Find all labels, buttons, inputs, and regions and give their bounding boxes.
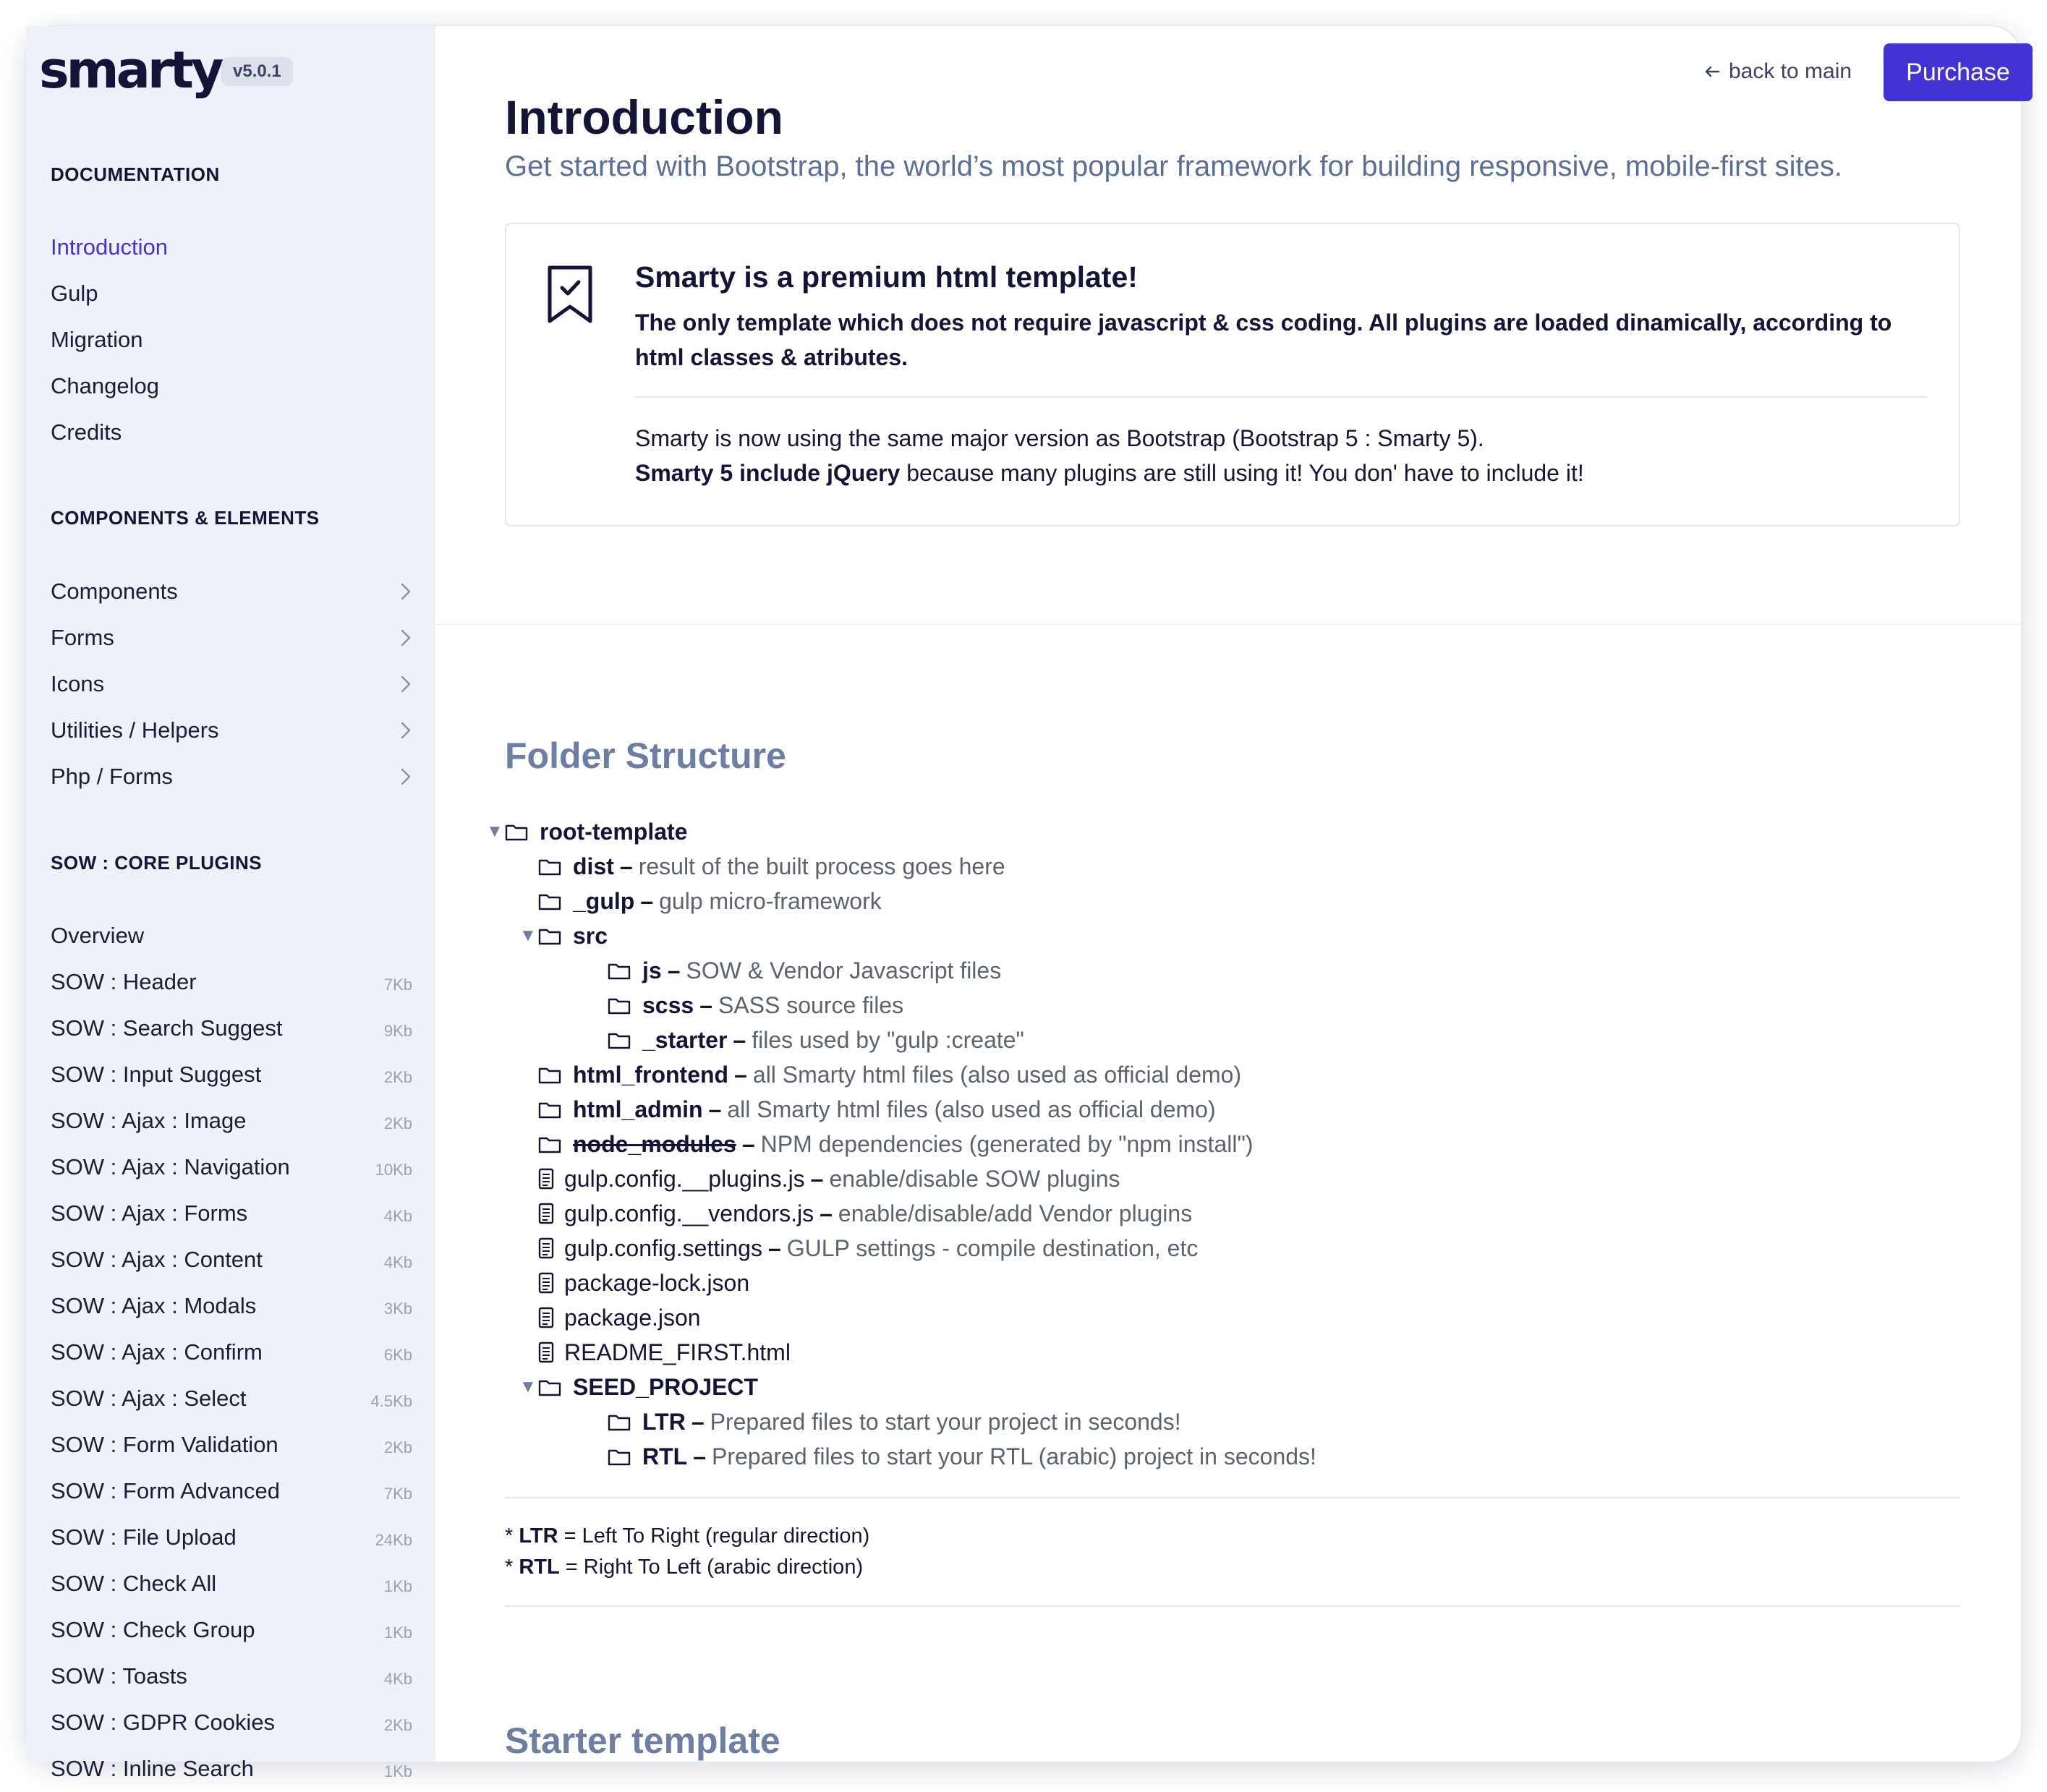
main-content	[435, 26, 2021, 1762]
sidebar-item-plugin-15[interactable]	[51, 1610, 412, 1650]
sidebar-item-label: Icons	[51, 671, 105, 696]
tree-folder-row	[608, 953, 1001, 988]
tree-separator: –	[708, 1096, 722, 1122]
legend-rtl-text: Right To Left (arabic direction)	[583, 1556, 864, 1579]
tree-separator: –	[699, 992, 712, 1018]
sidebar-item-label: SOW : Ajax : Confirm	[51, 1339, 263, 1365]
tree-file-row	[538, 1300, 701, 1335]
legend-rtl-key: RTL	[519, 1556, 560, 1579]
plugin-size: 1Kb	[383, 1577, 412, 1595]
tree-item-name: _starter	[642, 1027, 728, 1053]
tree-file-row	[538, 1161, 1120, 1196]
sidebar-item-plugin-16[interactable]	[51, 1656, 412, 1697]
tree-file-row	[538, 1231, 1198, 1266]
sidebar-item-plugin-6[interactable]	[51, 1193, 412, 1234]
tree-folder-row	[538, 1127, 1253, 1161]
folder-icon	[538, 1135, 564, 1153]
chevron-right-icon	[395, 618, 417, 658]
sidebar-item-label: Forms	[51, 625, 114, 650]
plugin-size: 6Kb	[383, 1346, 412, 1364]
sidebar-item-component-1[interactable]	[51, 618, 412, 658]
plugin-size: 1Kb	[383, 1624, 412, 1642]
file-icon	[538, 1307, 557, 1328]
sidebar-item-plugin-0[interactable]	[51, 916, 412, 956]
tree-folder-row	[538, 1092, 1216, 1127]
sidebar-item-component-3[interactable]	[51, 710, 412, 751]
chevron-right-icon	[395, 710, 417, 751]
sidebar-item-label: Changelog	[51, 373, 159, 398]
chevron-right-icon	[395, 571, 417, 612]
tree-item-name: root-template	[540, 819, 688, 845]
section-title-core-plugins: SOW : CORE PLUGINS	[51, 852, 263, 874]
sidebar-item-doc-2[interactable]	[51, 320, 412, 360]
sidebar-item-label: Overview	[51, 923, 145, 948]
sidebar-item-label: Components	[51, 579, 178, 604]
logo[interactable]: smarty	[39, 40, 221, 100]
tree-separator: –	[667, 957, 681, 984]
sidebar-item-component-0[interactable]	[51, 571, 412, 612]
folder-icon	[538, 1378, 564, 1396]
folder-icon	[608, 996, 634, 1015]
sidebar-item-label: SOW : Ajax : Select	[51, 1386, 247, 1411]
sidebar-item-label: SOW : Search Suggest	[51, 1015, 283, 1041]
sidebar-item-plugin-8[interactable]	[51, 1286, 412, 1326]
tree-folder-row	[519, 1370, 758, 1404]
tree-item-description: files used by "gulp :create"	[752, 1027, 1024, 1053]
tree-item-name: scss	[642, 992, 694, 1018]
sidebar-item-label: SOW : Ajax : Navigation	[51, 1154, 290, 1179]
plugin-size: 2Kb	[383, 1438, 412, 1456]
sidebar-item-component-2[interactable]	[51, 664, 412, 704]
tree-separator: –	[741, 1131, 755, 1157]
premium-notice-card	[505, 223, 1960, 526]
folder-icon	[608, 1031, 634, 1049]
tree-item-name: SEED_PROJECT	[573, 1374, 759, 1400]
sidebar-item-label: Gulp	[51, 281, 98, 306]
plugin-size: 4.5Kb	[370, 1392, 412, 1410]
sidebar-item-label: Credits	[51, 419, 122, 445]
sidebar-item-label: SOW : Ajax : Content	[51, 1247, 263, 1272]
starter-template-title: Starter template	[505, 1720, 780, 1761]
sidebar-item-plugin-18[interactable]	[51, 1749, 412, 1789]
section-divider	[435, 623, 2021, 625]
sidebar-item-doc-3[interactable]	[51, 366, 412, 406]
sidebar-item-label: SOW : GDPR Cookies	[51, 1710, 276, 1735]
plugin-size: 4Kb	[383, 1253, 412, 1271]
tree-item-name: LTR	[642, 1409, 686, 1435]
tree-item-description: result of the built process goes here	[638, 853, 1005, 879]
sidebar-item-label: SOW : Input Suggest	[51, 1062, 262, 1087]
file-icon	[538, 1203, 557, 1224]
sidebar-item-plugin-7[interactable]	[51, 1240, 412, 1280]
plugin-size: 4Kb	[383, 1670, 412, 1688]
file-icon	[538, 1168, 557, 1190]
tree-separator: –	[810, 1166, 824, 1192]
sidebar-item-component-4[interactable]	[51, 756, 412, 797]
folder-icon	[538, 1100, 564, 1119]
sidebar-item-label: SOW : File Upload	[51, 1524, 237, 1550]
chevron-right-icon	[395, 664, 417, 704]
sidebar-item-label: SOW : Inline Search	[51, 1756, 254, 1781]
legend-ltr-text: Left To Right (regular direction)	[582, 1524, 870, 1548]
tree-separator: –	[619, 853, 633, 879]
legend-ltr-key: LTR	[519, 1524, 558, 1548]
tree-item-name: _gulp	[573, 888, 635, 914]
tree-divider	[505, 1497, 1960, 1498]
notice-line-jquery	[635, 460, 1584, 487]
plugin-size: 7Kb	[383, 1485, 412, 1503]
chevron-right-icon	[395, 756, 417, 797]
tree-file-row	[538, 1196, 1192, 1231]
tree-separator: –	[820, 1200, 833, 1226]
sidebar-item-plugin-14[interactable]	[51, 1563, 412, 1604]
sidebar-item-label: Introduction	[51, 234, 168, 260]
sidebar-item-plugin-2[interactable]	[51, 1008, 412, 1049]
notice-jquery-text: because many plugins are still using it! You don' have to include it!	[900, 460, 1584, 486]
sidebar-item-label: SOW : Check Group	[51, 1617, 255, 1642]
tree-item-name: README_FIRST.html	[564, 1339, 791, 1365]
tree-item-description: all Smarty html files (also used as official demo)	[727, 1096, 1216, 1122]
tree-item-name: gulp.config.__vendors.js	[564, 1200, 814, 1226]
sidebar-item-label: Php / Forms	[51, 764, 173, 789]
sidebar-item-plugin-9[interactable]	[51, 1332, 412, 1373]
file-icon	[538, 1272, 557, 1294]
tree-folder-row	[519, 918, 608, 953]
sidebar-item-plugin-3[interactable]	[51, 1054, 412, 1095]
bookmark-check-icon	[545, 263, 595, 329]
section-title-components: COMPONENTS & ELEMENTS	[51, 507, 320, 529]
tree-separator: –	[767, 1235, 781, 1261]
arrow-left-icon	[1704, 59, 1720, 84]
tree-item-name: gulp.config.__plugins.js	[564, 1166, 805, 1192]
sidebar-item-plugin-11[interactable]	[51, 1425, 412, 1465]
tree-folder-row	[608, 988, 903, 1023]
tree-item-name: package.json	[564, 1305, 701, 1331]
tree-item-name: html_frontend	[573, 1062, 729, 1088]
sidebar-item-label: SOW : Check All	[51, 1571, 217, 1596]
notice-title: Smarty is a premium html template!	[635, 260, 1138, 294]
caret-down-icon: ▼	[486, 822, 503, 841]
sidebar-item-label: SOW : Toasts	[51, 1663, 187, 1689]
page-subtitle: Get started with Bootstrap, the world’s most popular framework for building responsive, mobile-first sites.	[505, 150, 1842, 182]
file-icon	[538, 1341, 557, 1363]
file-icon	[538, 1237, 557, 1259]
legend-divider	[505, 1605, 1960, 1607]
plugin-size: 2Kb	[383, 1068, 412, 1086]
sidebar-item-plugin-13[interactable]	[51, 1517, 412, 1558]
notice-lead: The only template which does not require javascript & css coding. All plugins are loaded dinamically, according to html classes & atributes.	[635, 310, 1892, 370]
tree-separator: –	[693, 1443, 706, 1469]
tree-separator: –	[691, 1409, 705, 1435]
tree-item-name: node_modules	[573, 1131, 736, 1157]
sidebar-item-label: SOW : Form Advanced	[51, 1478, 280, 1503]
tree-item-name: gulp.config.settings	[564, 1235, 762, 1261]
notice-divider	[635, 396, 1927, 398]
folder-icon	[608, 1447, 634, 1466]
plugin-size: 9Kb	[383, 1022, 412, 1040]
tree-folder-row	[608, 1404, 1181, 1439]
sidebar-item-plugin-5[interactable]	[51, 1147, 412, 1187]
plugin-size: 4Kb	[383, 1207, 412, 1225]
plugin-size: 2Kb	[383, 1716, 412, 1734]
sidebar-item-label: Migration	[51, 327, 143, 352]
folder-icon	[608, 1412, 634, 1431]
tree-item-description: Prepared files to start your project in seconds!	[710, 1409, 1181, 1435]
tree-item-description: gulp micro-framework	[659, 888, 882, 914]
tree-folder-row	[538, 849, 1005, 884]
tree-item-name: package-lock.json	[564, 1270, 750, 1296]
legend-rtl: * RTL = Right To Left (arabic direction)	[505, 1556, 864, 1579]
tree-item-name: js	[642, 957, 662, 984]
tree-item-description: SOW & Vendor Javascript files	[686, 957, 1002, 984]
back-to-main-label: back to main	[1729, 59, 1852, 83]
folder-icon	[538, 857, 564, 876]
tree-file-row	[538, 1266, 749, 1300]
tree-item-description: enable/disable/add Vendor plugins	[838, 1200, 1193, 1226]
caret-down-icon: ▼	[519, 1377, 537, 1396]
sidebar-item-plugin-4[interactable]	[51, 1101, 412, 1141]
tree-item-name: RTL	[642, 1443, 688, 1469]
tree-separator: –	[640, 888, 654, 914]
tree-item-description: all Smarty html files (also used as official demo)	[752, 1062, 1242, 1088]
notice-line-version: Smarty is now using the same major version as Bootstrap (Bootstrap 5 : Smarty 5).	[635, 425, 1484, 451]
sidebar-item-doc-0[interactable]	[51, 227, 412, 268]
tree-item-description: NPM dependencies (generated by "npm install")	[760, 1131, 1254, 1157]
section-title-documentation: DOCUMENTATION	[51, 163, 220, 185]
sidebar-item-label: SOW : Ajax : Modals	[51, 1293, 257, 1318]
sidebar-item-doc-1[interactable]	[51, 273, 412, 314]
plugin-size: 3Kb	[383, 1300, 412, 1318]
sidebar-item-plugin-12[interactable]	[51, 1471, 412, 1511]
tree-item-description: SASS source files	[718, 992, 904, 1018]
legend-ltr: * LTR = Left To Right (regular direction)	[505, 1524, 870, 1548]
sidebar-item-plugin-1[interactable]	[51, 962, 412, 1002]
plugin-size: 1Kb	[383, 1762, 412, 1780]
folder-icon	[505, 822, 531, 841]
folder-icon	[608, 961, 634, 980]
purchase-button[interactable]: Purchase	[1884, 43, 2033, 101]
sidebar-item-label: SOW : Header	[51, 969, 197, 994]
tree-file-row	[538, 1335, 791, 1370]
folder-icon	[538, 892, 564, 910]
tree-item-description: Prepared files to start your RTL (arabic) project in seconds!	[712, 1443, 1316, 1469]
tree-item-name: src	[573, 923, 608, 949]
page-title: Introduction	[505, 90, 783, 144]
notice-jquery-bold: Smarty 5 include jQuery	[635, 460, 901, 486]
tree-item-description: GULP settings - compile destination, etc	[786, 1235, 1199, 1261]
tree-folder-row	[608, 1023, 1024, 1057]
tree-folder-row	[538, 1057, 1241, 1092]
plugin-size: 10Kb	[375, 1161, 412, 1179]
sidebar-item-label: SOW : Ajax : Forms	[51, 1200, 248, 1226]
plugin-size: 24Kb	[375, 1531, 412, 1549]
sidebar-item-label: SOW : Form Validation	[51, 1432, 278, 1457]
tree-folder-row	[486, 814, 687, 849]
sidebar-item-label: Utilities / Helpers	[51, 717, 219, 743]
folder-icon	[538, 926, 564, 945]
sidebar	[26, 26, 435, 1781]
sidebar-item-label: SOW : Ajax : Image	[51, 1108, 247, 1133]
back-to-main-link[interactable]	[1704, 59, 1852, 84]
folder-structure-title: Folder Structure	[505, 735, 786, 776]
plugin-size: 2Kb	[383, 1114, 412, 1132]
plugin-size: 7Kb	[383, 976, 412, 994]
sidebar-item-doc-4[interactable]	[51, 412, 412, 453]
tree-item-name: dist	[573, 853, 614, 879]
version-badge: v5.0.1	[221, 57, 293, 86]
tree-item-name: html_admin	[573, 1096, 703, 1122]
sidebar-item-plugin-10[interactable]	[51, 1378, 412, 1419]
folder-icon	[538, 1065, 564, 1084]
sidebar-item-plugin-17[interactable]	[51, 1702, 412, 1743]
app-window	[26, 26, 2021, 1781]
tree-item-description: enable/disable SOW plugins	[829, 1166, 1120, 1192]
tree-folder-row	[608, 1439, 1316, 1474]
tree-separator: –	[733, 1027, 746, 1053]
tree-folder-row	[538, 884, 882, 918]
tree-separator: –	[734, 1062, 747, 1088]
caret-down-icon: ▼	[519, 926, 537, 945]
